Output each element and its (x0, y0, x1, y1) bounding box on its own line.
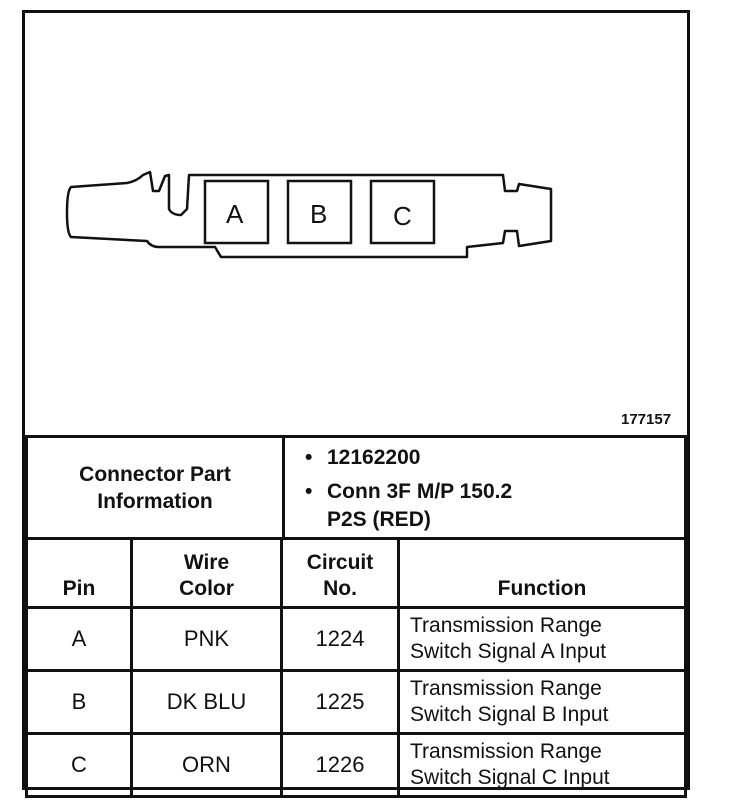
header-pin: Pin (27, 539, 132, 608)
part-number-text: 12162200 (327, 446, 421, 469)
connector-info-label-line2: Information (97, 489, 213, 513)
connector-diagram (25, 13, 687, 435)
row-circuit: 1225 (282, 671, 399, 734)
row-wire-color: PNK (132, 608, 282, 671)
row-function-line2: Switch Signal C Input (410, 766, 610, 789)
row-wire-color: ORN (132, 734, 282, 797)
connector-figure-frame (22, 10, 690, 790)
connector-info-table (25, 435, 687, 540)
pin-b-label: B (310, 199, 328, 229)
connector-outline (25, 13, 687, 435)
row-circuit: 1224 (282, 608, 399, 671)
row-function (399, 608, 686, 671)
row-wire-color: DK BLU (132, 671, 282, 734)
row-function (399, 671, 686, 734)
row-function-line2: Switch Signal A Input (410, 640, 607, 663)
connector-info-values (284, 437, 686, 539)
header-wire-color-line2: Color (179, 577, 234, 600)
header-circuit-line2: No. (323, 577, 357, 600)
row-pin: A (27, 608, 132, 671)
connector-description-line2: P2S (RED) (327, 508, 431, 531)
header-circuit-no (282, 539, 399, 608)
pin-a-label: A (226, 199, 244, 229)
row-pin: B (27, 671, 132, 734)
row-circuit: 1226 (282, 734, 399, 797)
table-row (27, 671, 686, 734)
header-wire-color (132, 539, 282, 608)
connector-info-label (27, 437, 284, 539)
table-row (27, 734, 686, 797)
connector-description (327, 478, 684, 534)
header-circuit-line1: Circuit (306, 551, 374, 574)
connector-part-number (327, 444, 684, 472)
row-function-line2: Switch Signal B Input (410, 703, 609, 726)
row-function-line1: Transmission Range (410, 740, 602, 763)
table-row (27, 608, 686, 671)
connector-description-line1: • Conn 3F M/P 150.2 (327, 480, 513, 503)
row-function-line1: Transmission Range (410, 677, 602, 700)
row-function (399, 734, 686, 797)
row-function-line1: Transmission Range (410, 614, 602, 637)
header-wire-color-line1: Wire (183, 551, 230, 574)
header-function: Function (399, 539, 686, 608)
pin-c-label: C (393, 201, 412, 231)
pinout-table (25, 537, 687, 798)
figure-id: 177157 (621, 411, 672, 428)
row-pin: C (27, 734, 132, 797)
pinout-header-row (27, 539, 686, 608)
connector-info-label-line1: Connector Part (79, 462, 231, 486)
